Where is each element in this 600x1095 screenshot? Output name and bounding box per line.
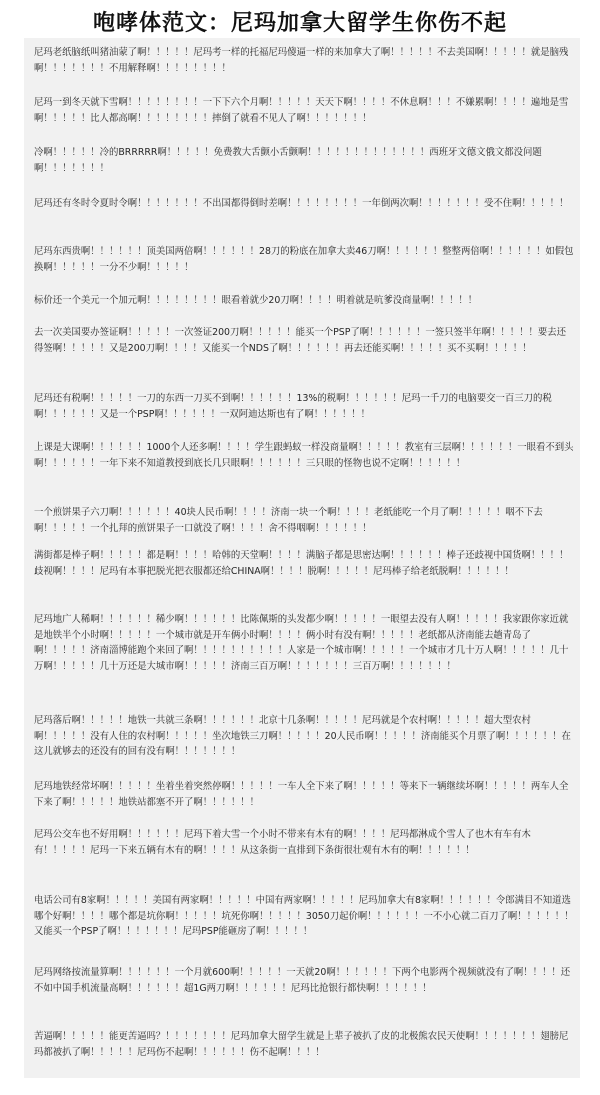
paragraph: 电话公司有8家啊！！！！！美国有两家啊！！！！！中国有两家啊！！！！！尼玛加拿大有8家啊！！！！！！令郎满目不知道选哪个好啊！！！！哪个都是坑你啊！！！！！坑死你啊！！！！！3050刀起价啊！！！！！！一不小心就二百刀了啊！！！！！！又能买一个PSP了啊！！！！！！！尼玛PSP能砸房了啊！！！！！: [34, 895, 574, 938]
paragraph: 尼玛公交车也不好用啊！！！！！！尼玛下着大雪一个小时不带来有木有的啊！！！！尼玛都淋成个雪人了也木有车有木有！！！！！尼玛一下来五辆有木有的啊！！！！从这条街一直排到下条街很壮观有木有的啊！！！！！！: [34, 829, 531, 856]
paragraph: 尼玛地广人稀啊！！！！！！稀少啊！！！！！！比陈佩斯的头发都少啊！！！！！一眼望去没有人啊！！！！！我家跟你家近就是地铁半个小时啊！！！！！一个城市就是开车俩小时啊！！！！俩小时有没有啊！！！！！老纸都从济南能去趟青岛了啊！！！！！济南淄博能跑个来回了啊！！！！！！！！！！人家是一个城市啊！！！！！一个城市才几十万人啊！！！！！几十万啊！！！！！几十万还是大城市啊！！！！！济南三百万啊！！！！！！！三百万啊！！！！！！！: [34, 614, 569, 672]
paragraph: 尼玛东西贵啊！！！！！！顶美国两倍啊！！！！！！28刀的粉底在加拿大卖46刀啊！！！！！！整整两倍啊！！！！！！如假包换啊！！！！！一分不少啊！！！！！: [34, 246, 574, 273]
paragraph: 尼玛一到冬天就下雪啊！！！！！！！！一下下六个月啊！！！！！天天下啊！！！！不休息啊！！！不嫌累啊！！！！遍地是雪啊！！！！！比人都高啊！！！！！！！！摔倒了就看不见人了啊！！！！！！！: [34, 97, 569, 124]
paragraph: 尼玛老纸脑纸叫猪油蒙了啊！！！！！尼玛考一样的托福尼玛傻逼一样的来加拿大了啊！！！！！不去美国啊！！！！！就是脑残啊！！！！！！！不用解释啊！！！！！！！！: [34, 47, 569, 74]
paragraph: 尼玛落后啊！！！！！地铁一共就三条啊！！！！！！北京十几条啊！！！！！尼玛就是个农村啊！！！！！超大型农村啊！！！！！没有人住的农村啊！！！！！坐次地铁三刀啊！！！！！20人民币啊！！！！！济南能买个月票了啊！！！！！！在这儿就够去的还没有的回有没有啊！！！！！！！: [34, 715, 571, 758]
page-title: 咆哮体范文：尼玛加拿大留学生你伤不起: [92, 11, 507, 36]
paragraph: 尼玛还有税啊！！！！！一刀的东西一刀买不到啊！！！！！！13%的税啊！！！！！！尼玛一千刀的电脑要交一百三刀的税啊！！！！！！又是一个PSP啊！！！！！！一双阿迪达斯也有了啊！！！！！！: [34, 393, 552, 420]
paragraph: 尼玛还有冬时令夏时令啊！！！！！！！不出国都得倒时差啊！！！！！！！！一年倒两次啊！！！！！！！受不住啊！！！！！: [34, 198, 569, 209]
paragraph: 尼玛网络按流量算啊！！！！！！一个月就600啊！！！！！一天就20啊！！！！！！下两个电影两个视频就没有了啊！！！！还不如中国手机流量高啊！！！！！！超1G两刀啊！！！！！！尼玛比抢银行都快啊！！！！！！: [34, 967, 571, 994]
paragraph: 标价还一个美元一个加元啊！！！！！！！！眼看着就少20刀啊！！！！明着就是吭爹没商量啊！！！！！: [34, 295, 478, 306]
paragraph: 上课是大课啊！！！！！！1000个人还多啊！！！！学生跟蚂蚁一样没商量啊！！！！！教室有三层啊！！！！！！一眼看不到头啊！！！！！！一年下来不知道教授到底长几只眼啊！！！！！！三只眼的怪物也说不定啊！！！！！！: [34, 442, 574, 469]
paragraph: 去一次美国要办签证啊！！！！！一次签证200刀啊！！！！！能买一个PSP了啊！！！！！！一签只签半年啊！！！！！要去还得签啊！！！！！又是200刀啊！！！！又能买一个NDS了啊！！！！！！再去还能买啊！！！！！买不买啊！！！！！: [34, 327, 567, 354]
paragraph: 尼玛地铁经常坏啊！！！！！坐着坐着突然停啊！！！！！一车人全下来了啊！！！！！等来下一辆继续坏啊！！！！！两车人全下来了啊！！！！！地铁站都塞不开了啊！！！！！！: [34, 781, 569, 808]
paragraph: 冷啊！！！！！冷的BRRRRR啊！！！！！免费教大舌颤小舌颤啊！！！！！！！！！！！！！西班牙文德文俄文都没问题啊！！！！！！！: [34, 147, 542, 174]
paragraph: 满街都是棒子啊！！！！！都是啊！！！！哈韩的天堂啊！！！！满脑子都是思密达啊！！！！！！棒子还歧视中国货啊！！！！歧视啊！！！！尼玛有本事把脱光把衣服都还给CHINA啊！！！！脱啊！！！！！尼玛棒子给老纸脱啊！！！！！！: [34, 550, 569, 577]
paragraph: 苦逼啊！！！！！能更苦逼吗？！！！！！！！尼玛加拿大留学生就是上辈子被扒了皮的北极熊农民天使啊！！！！！！！翅膀尼玛都被扒了啊！！！！！尼玛伤不起啊！！！！！！伤不起啊！！！！: [34, 1031, 569, 1058]
paragraph: 一个煎饼果子六刀啊！！！！！！40块人民币啊！！！！济南一块一个啊！！！！老纸能吃一个月了啊！！！！！咽不下去啊！！！！！一个扎拜的煎饼果子一口就没了啊！！！！舍不得咽啊！！！！！！: [34, 507, 543, 534]
